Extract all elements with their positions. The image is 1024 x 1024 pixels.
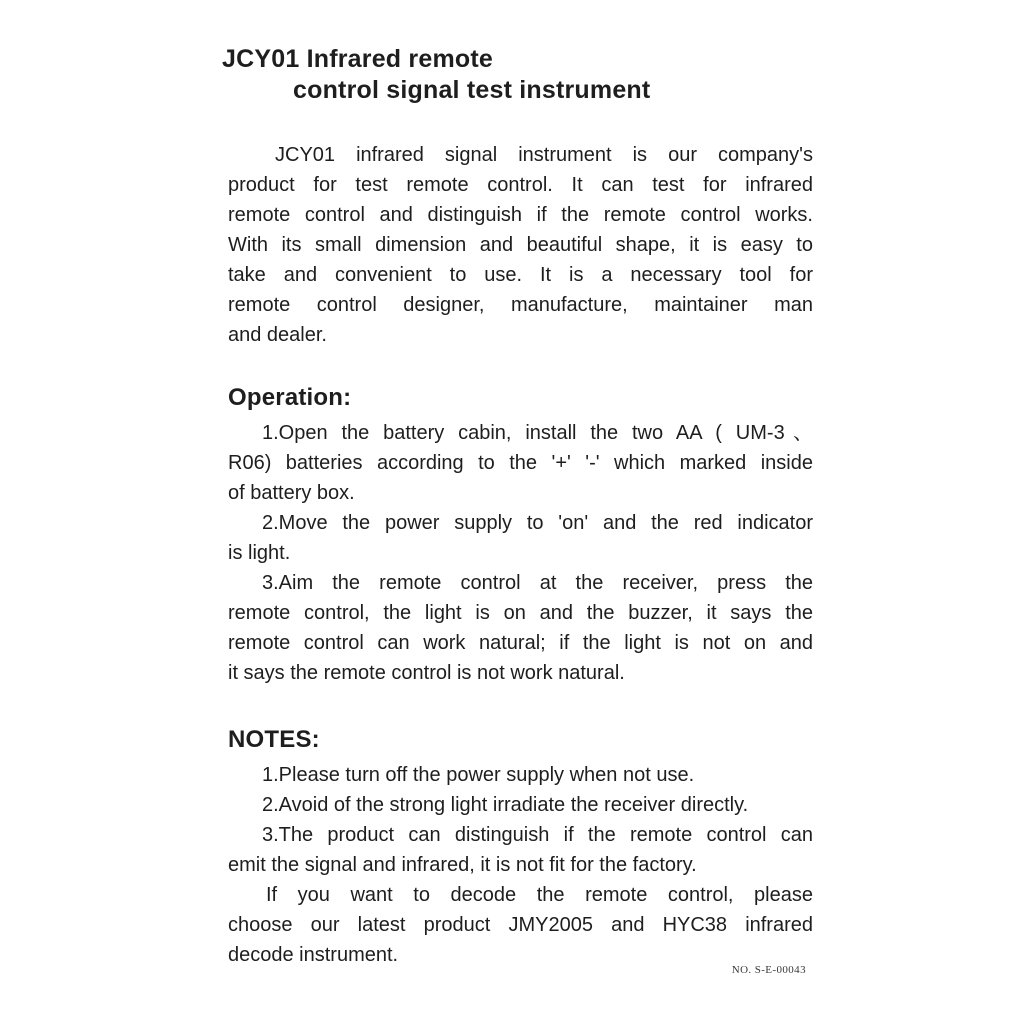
text-line: R06) batteries according to the '+' '-' which marked inside <box>228 452 813 474</box>
text-line: take and convenient to use. It is a necessary tool for <box>228 264 813 286</box>
operation-step-2 <box>228 508 813 568</box>
text-line: it says the remote control is not work natural. <box>228 662 625 684</box>
text-line: 3.Aim the remote control at the receiver, press the <box>262 572 813 594</box>
text-line: emit the signal and infrared, it is not fit for the factory. <box>228 854 697 876</box>
document-number: NO. S-E-00043 <box>731 964 806 976</box>
intro-paragraph <box>228 140 813 350</box>
text-line: remote control can work natural; if the light is not on and <box>228 632 813 654</box>
note-2 <box>228 790 813 820</box>
manual-content-column <box>222 0 813 970</box>
operation-step-3 <box>228 568 813 688</box>
text-line: remote control and distinguish if the remote control works. <box>228 204 813 226</box>
text-line: If you want to decode the remote control, please <box>266 884 813 906</box>
operation-step-1 <box>228 418 813 508</box>
text-line: is light. <box>228 542 291 564</box>
text-line: With its small dimension and beautiful shape, it is easy to <box>228 234 813 256</box>
closing-paragraph <box>228 880 813 970</box>
note-3 <box>228 820 813 880</box>
page-title <box>222 44 813 106</box>
text-line: product for test remote control. It can test for infrared <box>228 174 813 196</box>
text-line: remote control, the light is on and the buzzer, it says the <box>228 602 813 624</box>
text-line: remote control designer, manufacture, maintainer man <box>228 294 813 316</box>
text-line: 1.Open the battery cabin, install the two AA ( UM-3、 <box>262 422 813 444</box>
text-line: 2.Avoid of the strong light irradiate the receiver directly. <box>262 794 749 816</box>
text-line: 3.The product can distinguish if the remote control can <box>262 824 813 846</box>
notes-heading: NOTES: <box>228 726 320 753</box>
operation-heading: Operation: <box>228 384 352 411</box>
text-line: and dealer. <box>228 324 327 346</box>
title-line-2: control signal test instrument <box>293 76 651 104</box>
text-line: decode instrument. <box>228 944 399 966</box>
text-line: 1.Please turn off the power supply when not use. <box>262 764 695 786</box>
text-line: JCY01 infrared signal instrument is our company's <box>275 144 813 166</box>
text-line: choose our latest product JMY2005 and HYC38 infrared <box>228 914 813 936</box>
note-1 <box>228 760 813 790</box>
text-line: 2.Move the power supply to 'on' and the red indicator <box>262 512 813 534</box>
title-line-1: JCY01 Infrared remote <box>222 45 493 73</box>
text-line: of battery box. <box>228 482 355 504</box>
